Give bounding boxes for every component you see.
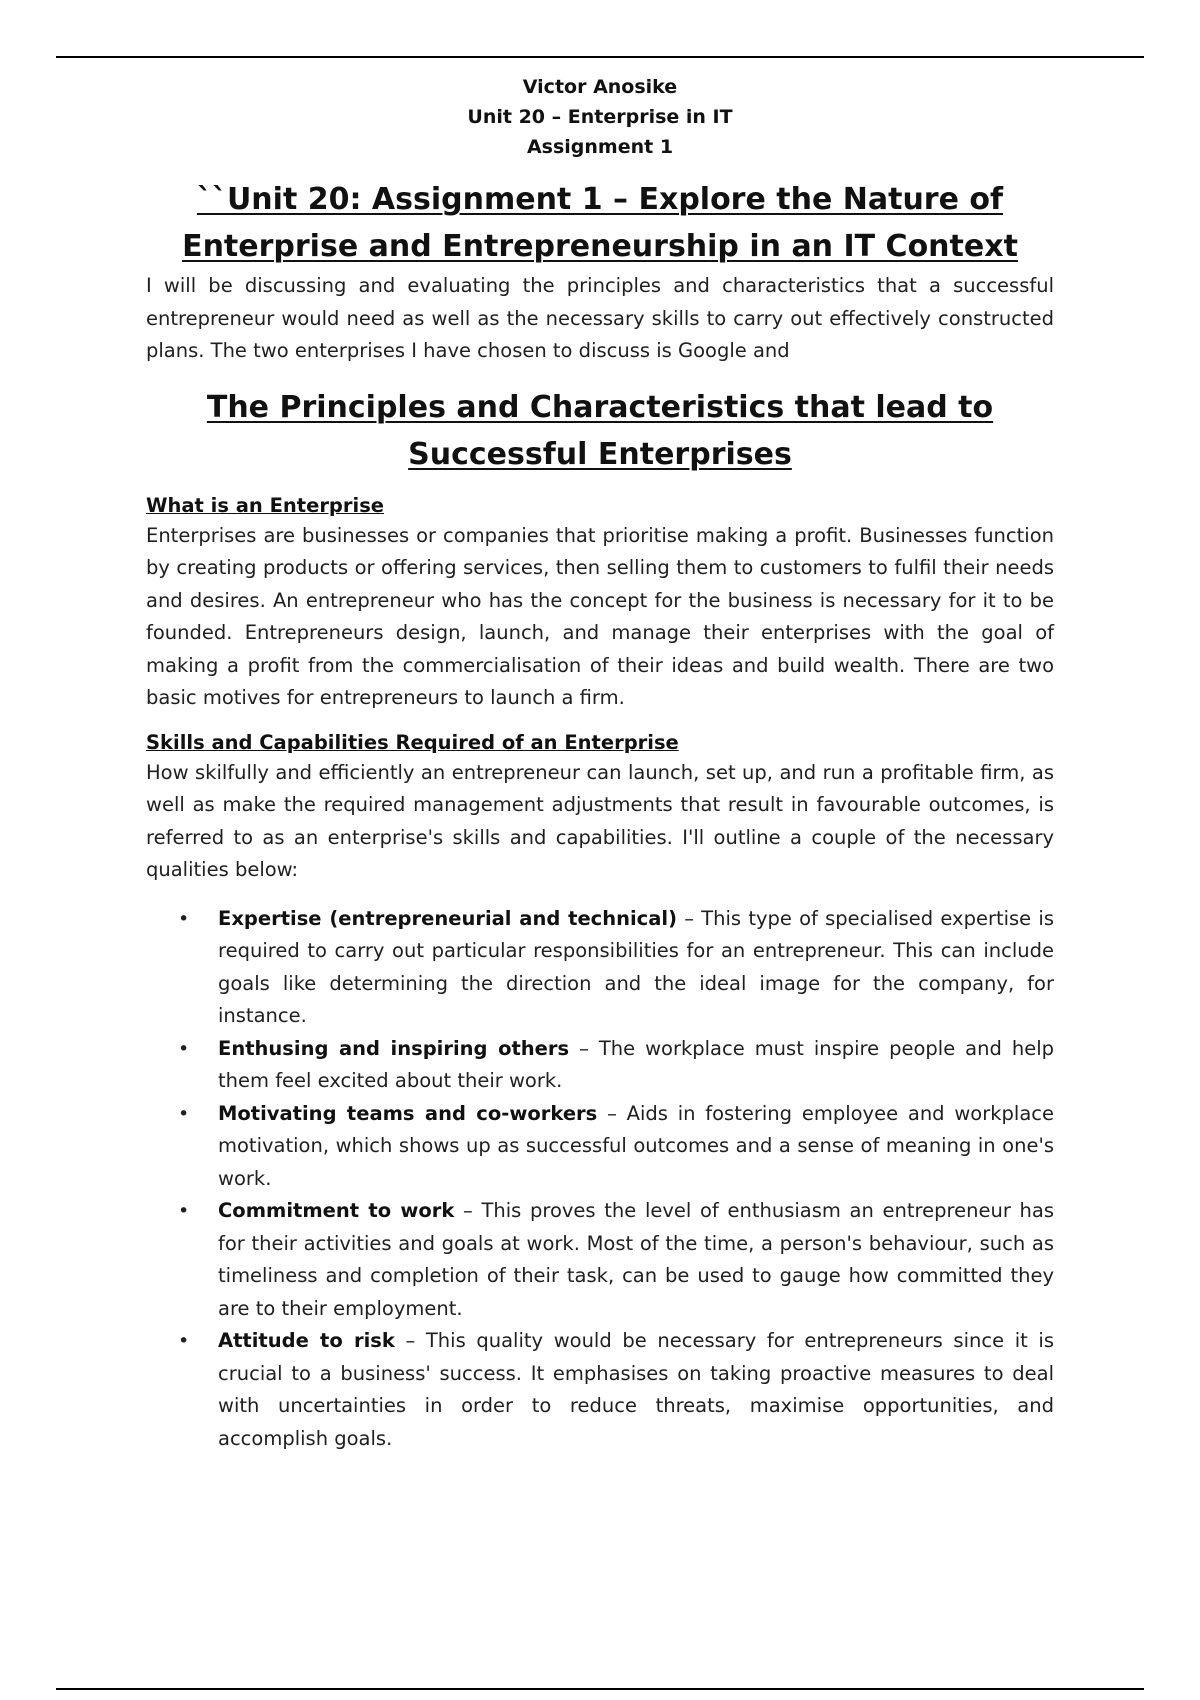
list-item-description: – Aids in fostering employee and workplace motivation, which shows up as successful outcomes and a sense of meaning in one's work.: [218, 1101, 1054, 1190]
list-item-description: – This proves the level of enthusiasm an entrepreneur has for their activities and goals at work. Most of the time, a person's behaviour, such as timeliness and completion of their task, can be used to gauge how committed they are to their employment.: [218, 1199, 1054, 1320]
list-item-term: Expertise (entrepreneurial and technical): [218, 906, 678, 930]
top-rule: [56, 56, 1144, 58]
what-is-enterprise-paragraph: Enterprises are businesses or companies that prioritise making a profit. Businesses function by creating products or offering services, then selling them to customers to fulfil their needs and desires. An entrepreneur who has the concept for the business is necessary for it to be founded. Entrepreneurs design, launch, and manage their enterprises with the goal of making a profit from the commercialisation of their ideas and build wealth. There are two basic motives for entrepreneurs to launch a firm.: [146, 523, 1054, 709]
list-item: [178, 1098, 1054, 1196]
skills-paragraph: How skilfully and efficiently an entrepreneur can launch, set up, and run a profitable firm, as well as make the required management adjustments that result in favourable outcomes, is referred to as an enterprise's skills and capabilities. I'll outline a couple of the necessary qualities below:: [146, 760, 1054, 881]
bullet-icon: •: [178, 1037, 190, 1060]
document-page: [146, 72, 1054, 1455]
skills-heading: Skills and Capabilities Required of an Enterprise: [146, 730, 679, 754]
list-item: [178, 1325, 1054, 1455]
list-item: [178, 1195, 1054, 1325]
bullet-icon: •: [178, 907, 190, 930]
list-item-term: Motivating teams and co-workers: [218, 1101, 598, 1125]
unit-name: Unit 20 – Enterprise in IT: [467, 106, 733, 128]
list-item-term: Enthusing and inspiring others: [218, 1036, 570, 1060]
assignment-label: Assignment 1: [526, 136, 674, 158]
document-title: ``Unit 20: Assignment 1 – Explore the Nature of Enterprise and Entrepreneurship in an IT Context: [182, 182, 1018, 264]
list-item-term: Commitment to work: [218, 1199, 455, 1222]
what-is-enterprise-heading: What is an Enterprise: [146, 493, 385, 517]
qualities-list: [146, 903, 1054, 1456]
bullet-icon: •: [178, 1102, 190, 1125]
list-item: [178, 1033, 1054, 1098]
intro-paragraph: I will be discussing and evaluating the principles and characteristics that a successful entrepreneur would need as well as the necessary skills to carry out effectively constructed plans. The two enterprises I have chosen to discuss is Google and: [146, 274, 1054, 362]
list-item-description: – This type of specialised expertise is required to carry out particular responsibilities for an entrepreneur. This can include goals like determining the direction and the ideal image for the company, for instance.: [218, 906, 1054, 1027]
list-item-term: Attitude to risk: [218, 1329, 395, 1352]
bullet-icon: •: [178, 1200, 190, 1222]
list-item-description: – This quality would be necessary for entrepreneurs since it is crucial to a business' success. It emphasises on taking proactive measures to deal with uncertainties in order to reduce threats, maximise opportunities, and accomplish goals.: [218, 1329, 1054, 1450]
list-item: [178, 903, 1054, 1033]
bottom-rule: [56, 1688, 1144, 1690]
section-title: The Principles and Characteristics that lead to Successful Enterprises: [206, 389, 994, 472]
bullet-icon: •: [178, 1330, 190, 1352]
list-item-description: – The workplace must inspire people and help them feel excited about their work.: [218, 1036, 1054, 1092]
author-name: Victor Anosike: [522, 76, 678, 98]
document-header: [146, 72, 1054, 162]
